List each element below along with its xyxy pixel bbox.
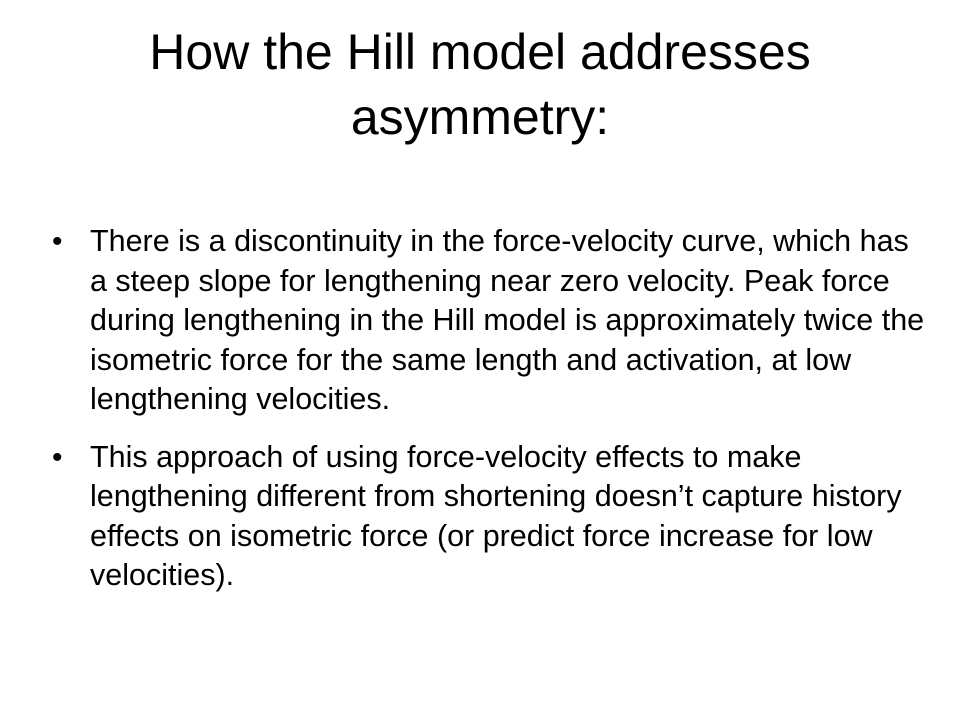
bullet-icon: • xyxy=(52,225,63,258)
list-item xyxy=(52,438,932,596)
bullet-text: There is a discontinuity in the force-velocity curve, which has a steep slope for lengthening near zero velocity. Peak force during lengthening in the Hill model is approximately twice the isometric force for the same length and activation, at low lengthening velocities. xyxy=(90,224,925,416)
bullet-list xyxy=(52,222,932,614)
bullet-text: This approach of using force-velocity effects to make lengthening different from shortening doesn’t capture history effects on isometric force (or predict force increase for low velocities). xyxy=(90,439,902,592)
bullet-icon: • xyxy=(52,440,63,474)
slide-title: How the Hill model addresses asymmetry: xyxy=(149,24,811,145)
list-item xyxy=(52,222,932,420)
